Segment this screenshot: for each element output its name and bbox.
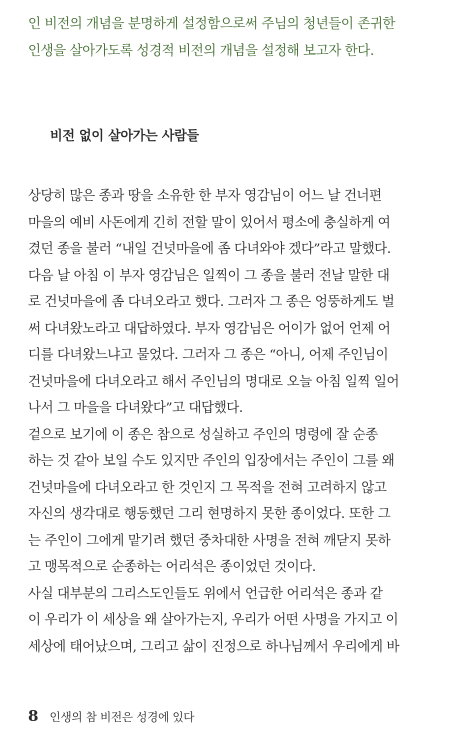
text-line: 겼던 종을 불러 “내일 건넛마을에 좀 다녀와야 겠다”라고 말했다. bbox=[28, 242, 391, 257]
text-line: 사실 대부분의 그리스도인들도 위에서 언급한 어리석은 종과 같 bbox=[28, 586, 383, 602]
text-line: 자신의 생각대로 행동했던 그리 현명하지 못한 종이었다. 또한 그 bbox=[28, 507, 391, 522]
page-footer bbox=[28, 706, 194, 725]
text-line: 상당히 많은 종과 땅을 소유한 한 부자 영감님이 어느 날 건너편 bbox=[28, 189, 382, 204]
text-line: 는 주인이 그에게 맡기려 했던 중차대한 사명을 전혀 깨닫지 못하 bbox=[28, 533, 391, 549]
text-line: 이 우리가 이 세상을 왜 살아가는지, 우리가 어떤 사명을 가지고 이 bbox=[28, 613, 399, 628]
body-text bbox=[28, 184, 446, 661]
text-line: 겉으로 보기에 이 종은 참으로 성실하고 주인의 명령에 잘 순종 bbox=[28, 427, 378, 443]
text-line: 마을의 예비 사돈에게 긴히 전할 말이 있어서 평소에 충실하게 여 bbox=[28, 215, 391, 231]
page-number: 8 bbox=[28, 707, 39, 725]
text-line: 고 맹목적으로 순종하는 어리석은 종이었던 것이다. bbox=[28, 560, 316, 575]
text-line: 건넛마을에 다녀오라고 한 것인지 그 목적을 전혀 고려하지 않고 bbox=[28, 480, 387, 496]
text-line: 나서 그 마을을 다녀왔다”고 대답했다. bbox=[28, 401, 243, 416]
text-line: 건넛마을에 다녀오라고 해서 주인님의 명대로 오늘 아침 일찍 일어 bbox=[28, 374, 400, 390]
text-line: 세상에 태어났으며, 그리고 삶이 진정으로 하나님께서 우리에게 바 bbox=[28, 639, 400, 655]
text-line: 인생을 살아가도록 성경적 비전의 개념을 설정해 보고자 한다. bbox=[28, 43, 374, 59]
running-title: 인생의 참 비전은 성경에 있다 bbox=[49, 710, 195, 724]
text-line: 다음 날 아침 이 부자 영감님은 일찍이 그 종을 불러 전날 말한 대 bbox=[28, 268, 390, 284]
text-line: 써 다녀왔노라고 대답하였다. 부자 영감님은 어이가 없어 언제 어 bbox=[28, 321, 391, 337]
text-line: 인 비전의 개념을 분명하게 설정함으로써 주님의 청년들이 존귀한 bbox=[28, 17, 396, 32]
text-line: 하는 것 같아 보일 수도 있지만 주인의 입장에서는 주인이 그를 왜 bbox=[28, 454, 395, 469]
text-line: 디를 다녀왔느냐고 물었다. 그러자 그 종은 “아니, 어제 주인님이 bbox=[28, 348, 389, 363]
intro-paragraph bbox=[28, 12, 446, 65]
section-heading: 비전 없이 살아가는 사람들 bbox=[50, 129, 199, 144]
text-line: 로 건넛마을에 좀 다녀오라고 했다. 그러자 그 종은 엉뚱하게도 벌 bbox=[28, 295, 395, 310]
